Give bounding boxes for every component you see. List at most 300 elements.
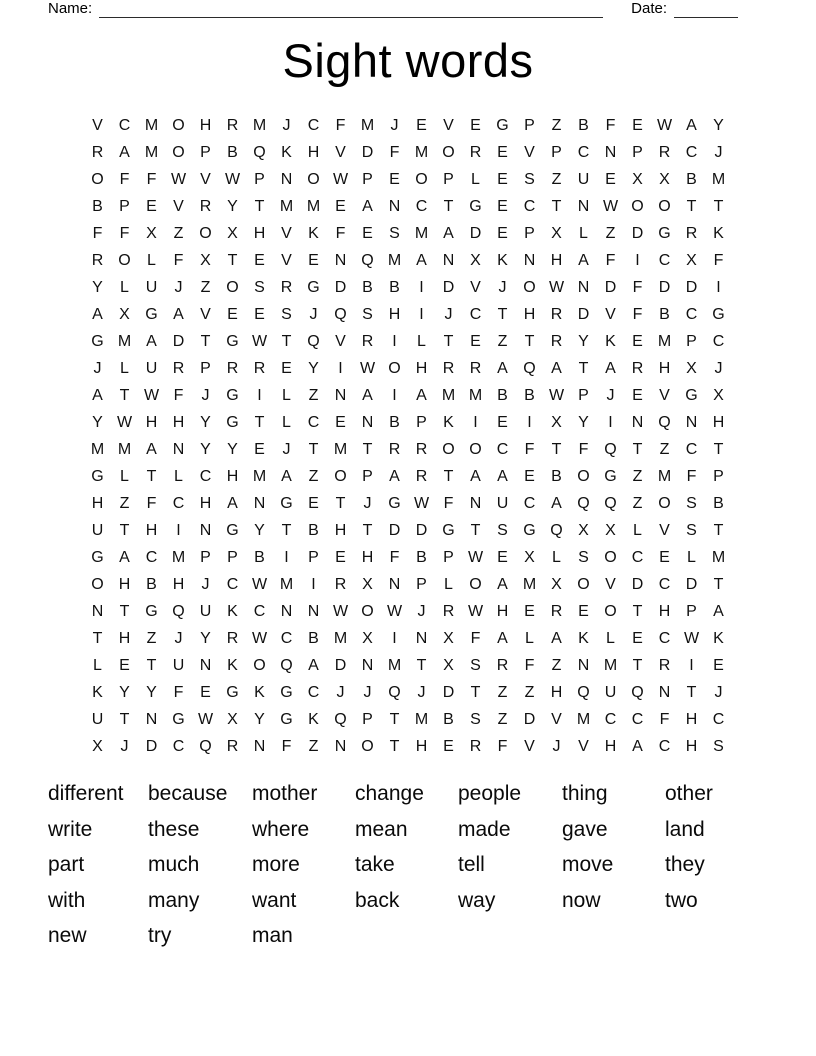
grid-letter: M — [333, 440, 348, 458]
grid-letter: S — [281, 305, 292, 323]
grid-letter: R — [469, 737, 482, 755]
grid-letter: Z — [605, 224, 616, 242]
grid-letter: T — [389, 737, 400, 755]
grid-letter: L — [282, 413, 291, 431]
word-list-item: new — [48, 924, 87, 947]
grid-letter: H — [334, 521, 347, 539]
grid-letter: Q — [658, 413, 671, 431]
grid-letter: T — [443, 332, 454, 350]
grid-letter: G — [469, 197, 482, 215]
grid-letter: C — [658, 575, 671, 593]
grid-letter: F — [632, 278, 643, 296]
grid-letter: W — [251, 575, 268, 593]
grid-letter: N — [685, 413, 698, 431]
grid-letter: U — [496, 494, 509, 512]
grid-letter: A — [416, 386, 427, 404]
grid-letter: J — [714, 359, 723, 377]
grid-letter: J — [363, 494, 372, 512]
grid-row — [84, 706, 732, 733]
grid-letter: T — [146, 467, 157, 485]
grid-letter: D — [685, 278, 698, 296]
grid-letter: C — [658, 251, 671, 269]
grid-row — [84, 463, 732, 490]
grid-letter: N — [388, 575, 401, 593]
grid-letter: B — [308, 629, 319, 647]
grid-letter: B — [389, 278, 400, 296]
grid-letter: H — [685, 710, 698, 728]
grid-letter: O — [91, 575, 104, 593]
grid-letter: G — [658, 224, 671, 242]
grid-letter: G — [226, 683, 239, 701]
grid-letter: X — [713, 386, 724, 404]
grid-letter: P — [443, 170, 454, 188]
grid-row — [84, 274, 732, 301]
word-list-item: they — [665, 853, 705, 876]
grid-letter: I — [392, 629, 397, 647]
grid-letter: N — [280, 602, 293, 620]
grid-letter: P — [227, 548, 238, 566]
grid-letter: E — [470, 332, 481, 350]
grid-letter: S — [470, 710, 481, 728]
word-list-item: thing — [562, 782, 608, 805]
grid-letter: E — [497, 143, 508, 161]
grid-letter: T — [713, 521, 724, 539]
grid-letter: G — [91, 548, 104, 566]
grid-letter: P — [362, 710, 373, 728]
grid-letter: I — [338, 359, 343, 377]
grid-letter: I — [284, 548, 289, 566]
grid-letter: N — [658, 683, 671, 701]
grid-letter: X — [119, 305, 130, 323]
grid-letter: H — [550, 683, 563, 701]
grid-letter: E — [470, 116, 481, 134]
grid-letter: T — [227, 251, 238, 269]
grid-letter: R — [442, 359, 455, 377]
grid-letter: O — [307, 170, 320, 188]
grid-letter: B — [146, 575, 157, 593]
grid-letter: O — [604, 548, 617, 566]
grid-letter: X — [362, 629, 373, 647]
grid-letter: Y — [308, 359, 319, 377]
grid-letter: E — [254, 251, 265, 269]
grid-letter: U — [145, 278, 158, 296]
grid-letter: W — [548, 278, 565, 296]
grid-letter: M — [414, 224, 429, 242]
grid-letter: O — [442, 143, 455, 161]
grid-letter: C — [685, 143, 698, 161]
grid-letter: Z — [173, 224, 184, 242]
grid-letter: H — [658, 602, 671, 620]
grid-letter: K — [308, 710, 319, 728]
grid-letter: J — [282, 440, 291, 458]
grid-letter: X — [659, 170, 670, 188]
grid-letter: N — [523, 251, 536, 269]
grid-letter: A — [713, 602, 724, 620]
word-list-item: people — [458, 782, 522, 805]
grid-letter: R — [388, 440, 401, 458]
grid-letter: A — [470, 467, 481, 485]
grid-letter: W — [251, 332, 268, 350]
grid-letter: A — [686, 116, 697, 134]
grid-letter: P — [254, 170, 265, 188]
grid-letter: P — [416, 413, 427, 431]
grid-letter: X — [362, 575, 373, 593]
grid-letter: X — [200, 251, 211, 269]
grid-letter: L — [120, 467, 129, 485]
grid-letter: Q — [334, 305, 347, 323]
grid-letter: T — [335, 494, 346, 512]
name-blank-line — [99, 2, 603, 18]
grid-letter: H — [415, 737, 428, 755]
grid-letter: A — [227, 494, 238, 512]
grid-letter: W — [548, 386, 565, 404]
grid-row — [84, 112, 732, 139]
word-list-item: two — [665, 888, 698, 912]
word-list-column — [252, 776, 355, 954]
grid-letter: Z — [632, 467, 643, 485]
grid-letter: E — [254, 440, 265, 458]
grid-letter: H — [361, 548, 374, 566]
grid-row — [84, 598, 732, 625]
grid-letter: H — [172, 575, 185, 593]
grid-letter: G — [226, 521, 239, 539]
grid-letter: B — [659, 305, 670, 323]
grid-letter: R — [442, 602, 455, 620]
grid-letter: N — [334, 251, 347, 269]
grid-letter: C — [307, 683, 320, 701]
grid-letter: E — [632, 332, 643, 350]
grid-letter: T — [497, 305, 508, 323]
grid-letter: X — [686, 251, 697, 269]
grid-letter: E — [146, 197, 157, 215]
grid-letter: Q — [550, 521, 563, 539]
grid-letter: T — [119, 710, 130, 728]
grid-letter: G — [226, 413, 239, 431]
grid-letter: G — [523, 521, 536, 539]
word-list-column — [148, 776, 252, 954]
grid-letter: J — [444, 305, 453, 323]
grid-letter: E — [389, 170, 400, 188]
grid-letter: V — [470, 278, 481, 296]
grid-letter: N — [334, 737, 347, 755]
grid-letter: C — [280, 629, 293, 647]
grid-letter: W — [467, 602, 484, 620]
grid-letter: T — [713, 440, 724, 458]
grid-row — [84, 733, 732, 760]
grid-letter: H — [388, 305, 401, 323]
grid-row — [84, 328, 732, 355]
grid-letter: Z — [146, 629, 157, 647]
grid-letter: Y — [146, 683, 157, 701]
grid-letter: I — [527, 413, 532, 431]
grid-letter: W — [683, 629, 700, 647]
grid-letter: F — [335, 116, 346, 134]
grid-letter: T — [551, 440, 562, 458]
grid-letter: L — [633, 521, 642, 539]
grid-letter: K — [254, 683, 265, 701]
grid-letter: T — [362, 440, 373, 458]
grid-letter: S — [713, 737, 724, 755]
grid-letter: V — [200, 305, 211, 323]
grid-letter: V — [605, 305, 616, 323]
grid-letter: F — [92, 224, 103, 242]
grid-letter: W — [602, 197, 619, 215]
grid-letter: U — [577, 170, 590, 188]
word-list-item: land — [665, 817, 705, 841]
grid-letter: L — [444, 575, 453, 593]
grid-letter: X — [524, 548, 535, 566]
grid-letter: A — [605, 359, 616, 377]
grid-letter: S — [497, 521, 508, 539]
grid-letter: T — [686, 197, 697, 215]
grid-letter: T — [119, 386, 130, 404]
grid-letter: F — [713, 251, 724, 269]
grid-letter: X — [551, 575, 562, 593]
grid-letter: X — [92, 737, 103, 755]
grid-letter: Y — [200, 440, 211, 458]
grid-letter: Z — [308, 467, 319, 485]
grid-letter: V — [443, 116, 454, 134]
grid-letter: N — [253, 737, 266, 755]
grid-letter: R — [280, 278, 293, 296]
grid-letter: H — [658, 359, 671, 377]
grid-letter: F — [119, 170, 130, 188]
grid-letter: L — [120, 278, 129, 296]
grid-letter: E — [227, 305, 238, 323]
grid-letter: W — [359, 359, 376, 377]
grid-letter: T — [146, 656, 157, 674]
grid-row — [84, 517, 732, 544]
grid-letter: T — [632, 656, 643, 674]
grid-letter: N — [604, 143, 617, 161]
grid-letter: F — [497, 737, 508, 755]
grid-letter: V — [281, 251, 292, 269]
grid-letter: O — [604, 602, 617, 620]
grid-letter: G — [712, 305, 725, 323]
grid-letter: E — [119, 656, 130, 674]
grid-letter: T — [713, 197, 724, 215]
grid-letter: A — [551, 494, 562, 512]
grid-letter: K — [443, 413, 454, 431]
grid-letter: X — [551, 413, 562, 431]
grid-letter: O — [361, 602, 374, 620]
grid-letter: V — [605, 575, 616, 593]
grid-letter: K — [308, 224, 319, 242]
grid-letter: K — [281, 143, 292, 161]
grid-letter: Z — [497, 710, 508, 728]
grid-row — [84, 301, 732, 328]
grid-letter: N — [280, 170, 293, 188]
word-list-item: much — [148, 853, 200, 876]
grid-letter: W — [656, 116, 673, 134]
grid-letter: M — [171, 548, 186, 566]
grid-letter: J — [174, 278, 183, 296]
grid-letter: U — [91, 710, 104, 728]
grid-letter: K — [227, 602, 238, 620]
word-list-item: write — [48, 817, 93, 841]
grid-letter: G — [388, 494, 401, 512]
grid-row — [84, 436, 732, 463]
grid-letter: J — [201, 386, 210, 404]
grid-letter: M — [387, 251, 402, 269]
grid-letter: A — [416, 251, 427, 269]
grid-row — [84, 652, 732, 679]
grid-letter: M — [711, 548, 726, 566]
grid-letter: A — [119, 548, 130, 566]
grid-letter: S — [578, 548, 589, 566]
grid-letter: N — [172, 440, 185, 458]
grid-letter: M — [522, 575, 537, 593]
grid-letter: D — [604, 278, 617, 296]
grid-letter: M — [576, 710, 591, 728]
grid-letter: M — [414, 710, 429, 728]
grid-row — [84, 571, 732, 598]
grid-letter: G — [172, 710, 185, 728]
grid-letter: M — [441, 386, 456, 404]
grid-letter: Y — [200, 629, 211, 647]
grid-letter: Q — [280, 656, 293, 674]
grid-letter: P — [416, 575, 427, 593]
grid-letter: J — [174, 629, 183, 647]
grid-letter: M — [90, 440, 105, 458]
name-label: Name: — [48, 0, 93, 17]
grid-letter: L — [417, 332, 426, 350]
grid-letter: T — [443, 467, 454, 485]
grid-letter: N — [361, 413, 374, 431]
grid-letter: T — [254, 413, 265, 431]
grid-letter: V — [524, 143, 535, 161]
grid-letter: O — [118, 251, 131, 269]
grid-letter: T — [578, 359, 589, 377]
grid-letter: C — [118, 116, 131, 134]
grid-letter: S — [362, 305, 373, 323]
grid-letter: R — [199, 197, 212, 215]
grid-letter: L — [120, 359, 129, 377]
grid-letter: Q — [199, 737, 212, 755]
grid-letter: J — [93, 359, 102, 377]
grid-letter: Y — [578, 413, 589, 431]
grid-letter: N — [415, 629, 428, 647]
grid-letter: Z — [524, 683, 535, 701]
grid-letter: A — [308, 656, 319, 674]
grid-letter: T — [281, 521, 292, 539]
grid-row — [84, 139, 732, 166]
word-list-column — [562, 776, 665, 954]
grid-letter: R — [685, 224, 698, 242]
grid-letter: L — [552, 548, 561, 566]
grid-letter: M — [144, 143, 159, 161]
grid-letter: W — [116, 413, 133, 431]
grid-letter: F — [686, 467, 697, 485]
grid-row — [84, 193, 732, 220]
grid-letter: H — [604, 737, 617, 755]
grid-letter: B — [308, 521, 319, 539]
grid-letter: I — [176, 521, 181, 539]
grid-letter: K — [578, 629, 589, 647]
grid-letter: C — [685, 305, 698, 323]
grid-letter: O — [415, 170, 428, 188]
grid-letter: Q — [172, 602, 185, 620]
grid-letter: M — [279, 575, 294, 593]
grid-letter: N — [91, 602, 104, 620]
grid-letter: M — [657, 467, 672, 485]
word-list-item: because — [148, 782, 228, 805]
grid-row — [84, 490, 732, 517]
grid-row — [84, 409, 732, 436]
grid-letter: T — [686, 683, 697, 701]
grid-letter: P — [200, 359, 211, 377]
grid-letter: E — [335, 413, 346, 431]
grid-letter: F — [146, 494, 157, 512]
grid-letter: B — [389, 413, 400, 431]
word-list-item: now — [562, 888, 601, 912]
grid-letter: X — [227, 710, 238, 728]
grid-letter: D — [685, 575, 698, 593]
grid-letter: T — [632, 602, 643, 620]
grid-letter: G — [604, 467, 617, 485]
grid-letter: C — [253, 602, 266, 620]
grid-letter: C — [631, 710, 644, 728]
grid-letter: U — [91, 521, 104, 539]
grid-letter: F — [443, 494, 454, 512]
grid-letter: D — [145, 737, 158, 755]
grid-letter: F — [389, 548, 400, 566]
grid-letter: R — [469, 143, 482, 161]
grid-letter: T — [632, 440, 643, 458]
grid-letter: G — [685, 386, 698, 404]
grid-letter: M — [117, 332, 132, 350]
word-list-item: different — [48, 782, 124, 805]
grid-letter: A — [551, 629, 562, 647]
grid-letter: C — [145, 548, 158, 566]
grid-letter: G — [280, 710, 293, 728]
grid-letter: E — [200, 683, 211, 701]
grid-letter: W — [467, 548, 484, 566]
grid-letter: T — [200, 332, 211, 350]
grid-letter: R — [226, 359, 239, 377]
grid-letter: D — [388, 521, 401, 539]
grid-letter: R — [253, 359, 266, 377]
word-list-item: back — [355, 888, 400, 912]
grid-letter: O — [91, 170, 104, 188]
grid-letter: Q — [577, 683, 590, 701]
grid-letter: L — [525, 629, 534, 647]
grid-letter: R — [91, 143, 104, 161]
grid-letter: R — [496, 656, 509, 674]
grid-letter: Z — [632, 494, 643, 512]
grid-letter: F — [281, 737, 292, 755]
grid-letter: H — [145, 413, 158, 431]
grid-letter: C — [604, 710, 617, 728]
grid-letter: O — [523, 278, 536, 296]
word-list-item: way — [458, 888, 496, 912]
grid-letter: I — [419, 278, 424, 296]
grid-letter: M — [306, 197, 321, 215]
grid-letter: O — [172, 116, 185, 134]
grid-letter: J — [282, 116, 291, 134]
grid-letter: R — [631, 359, 644, 377]
grid-letter: A — [92, 305, 103, 323]
grid-letter: F — [632, 305, 643, 323]
grid-letter: Q — [307, 332, 320, 350]
grid-letter: C — [226, 575, 239, 593]
grid-letter: B — [713, 494, 724, 512]
grid-letter: C — [523, 494, 536, 512]
grid-letter: C — [712, 332, 725, 350]
grid-letter: P — [443, 548, 454, 566]
grid-letter: A — [281, 467, 292, 485]
grid-letter: B — [254, 548, 265, 566]
